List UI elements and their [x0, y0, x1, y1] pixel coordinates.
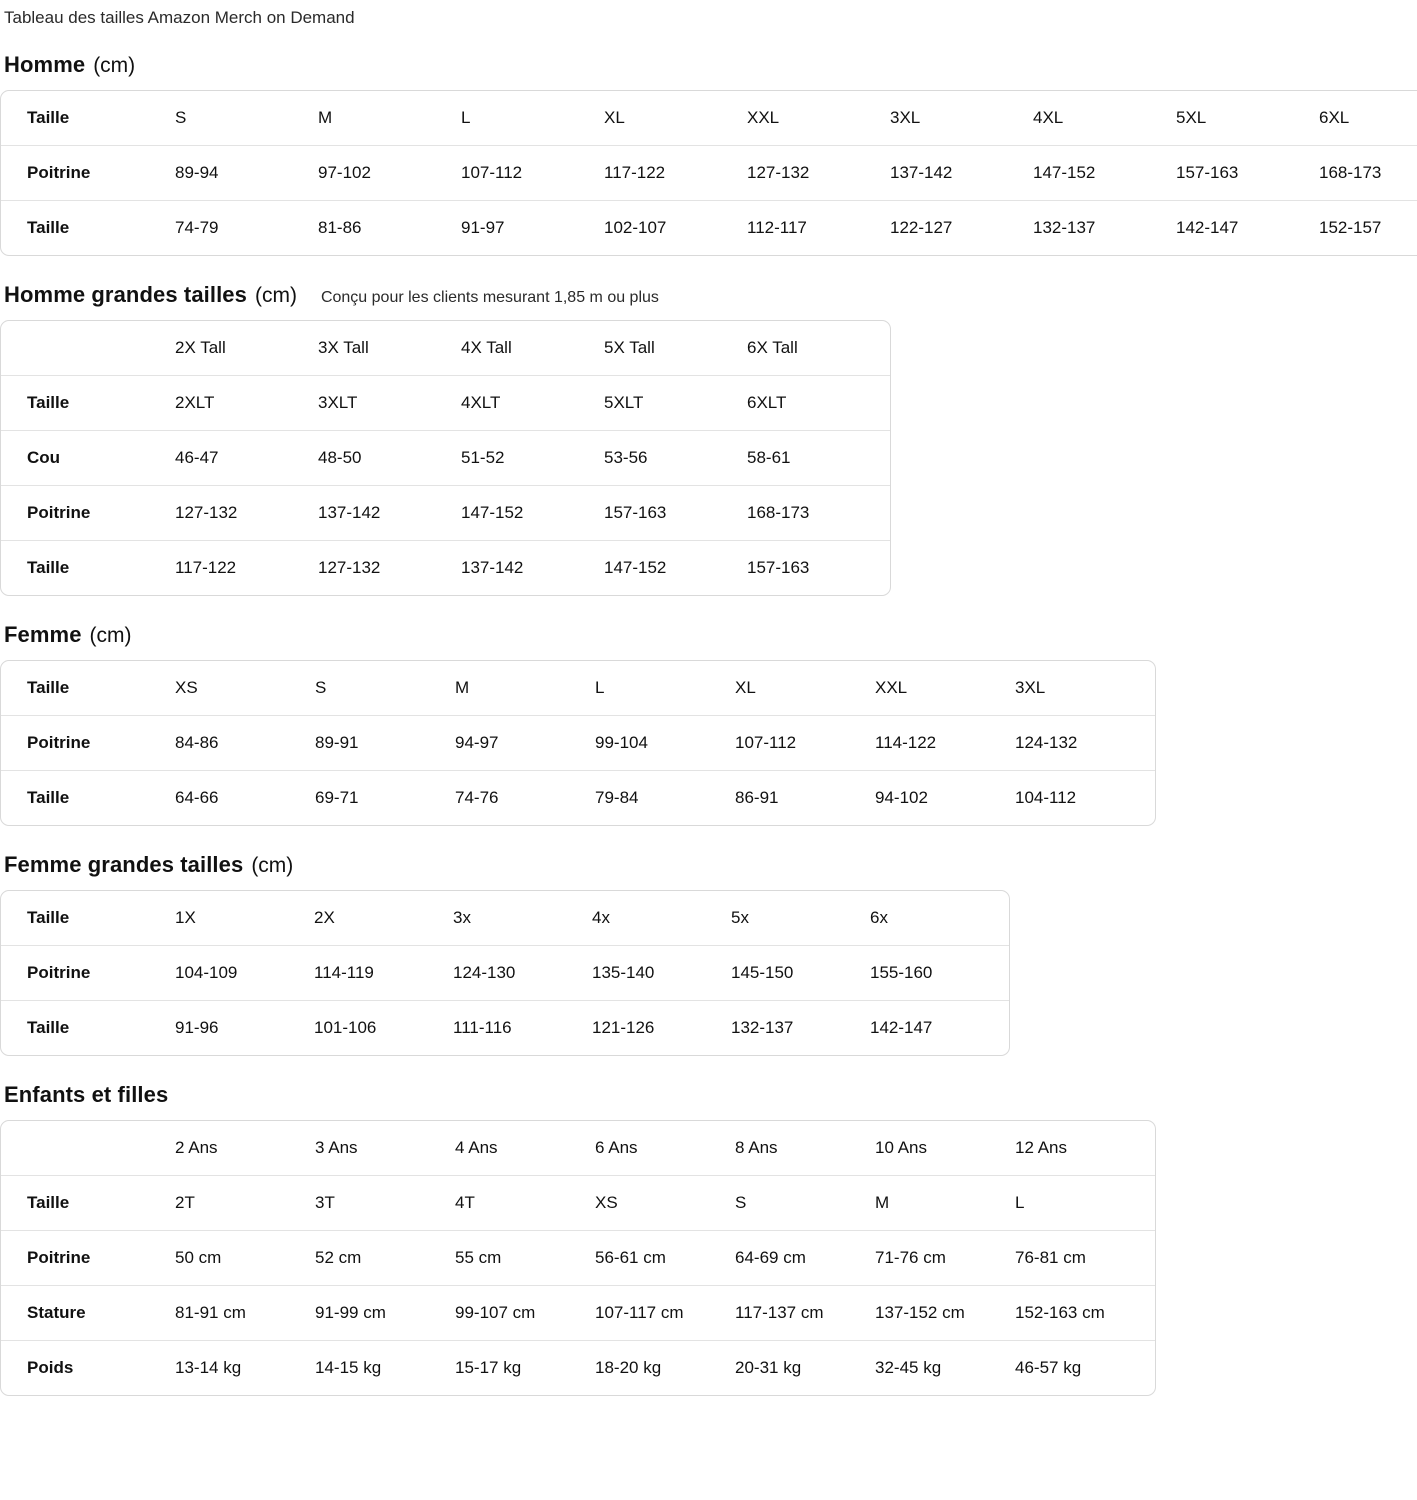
table-cell: 168-173 [1319, 146, 1417, 201]
section-header [0, 852, 1417, 878]
row-header: Poitrine [1, 146, 175, 201]
table-cell: 147-152 [604, 557, 667, 577]
table-row [1, 661, 1155, 716]
table-cell: 111-116 [453, 1017, 512, 1037]
table-cell: 81-86 [318, 217, 362, 237]
table-cell: 152-163 cm [1015, 1286, 1155, 1341]
table-cell: 2XLT [175, 376, 318, 431]
table-cell: 117-122 [604, 146, 747, 201]
table-cell: 132-137 [731, 1017, 794, 1037]
table-cell: 4T [455, 1176, 595, 1231]
table-cell: 135-140 [592, 946, 731, 1001]
table-row [1, 201, 1417, 255]
table-cell: 50 cm [175, 1231, 315, 1286]
table-cell: 13-14 kg [175, 1357, 242, 1377]
section-homme [0, 52, 1417, 256]
table-cell: 14-15 kg [315, 1357, 382, 1377]
row-header: Taille [1, 1176, 175, 1231]
table-cell: 2 Ans [175, 1121, 315, 1176]
row-header: Taille [1, 661, 175, 716]
table-cell: 147-152 [1033, 146, 1176, 201]
table-cell: 107-112 [735, 716, 875, 771]
table-cell: 6 Ans [595, 1121, 735, 1176]
table-cell: 56-61 cm [595, 1231, 735, 1286]
table-cell: 64-69 cm [735, 1231, 875, 1286]
table-cell: 107-117 cm [595, 1286, 735, 1341]
section-unit: (cm) [251, 853, 294, 877]
table-cell: 64-66 [175, 787, 219, 807]
table-cell: 46-47 [175, 431, 318, 486]
table-cell: 4XLT [461, 376, 604, 431]
table-cell: 122-127 [890, 217, 953, 237]
table-cell: XL [735, 661, 875, 716]
table-cell: 18-20 kg [595, 1357, 662, 1377]
table-cell: 5XLT [604, 376, 747, 431]
row-header [1, 1121, 175, 1176]
row-header: Poitrine [1, 716, 175, 771]
table-cell: M [875, 1176, 1015, 1231]
table-cell: 81-91 cm [175, 1286, 315, 1341]
table-cell: 20-31 kg [735, 1357, 802, 1377]
table-cell: 5X Tall [604, 321, 747, 376]
table-cell: XL [604, 91, 747, 146]
table-cell: 58-61 [747, 431, 890, 486]
table-cell: 104-109 [175, 946, 314, 1001]
table-cell: 3XL [1015, 661, 1155, 716]
table-cell: 157-163 [1176, 146, 1319, 201]
table-cell: 69-71 [315, 787, 359, 807]
table-cell: 91-97 [461, 217, 505, 237]
table-cell: 147-152 [461, 486, 604, 541]
row-header [1, 321, 175, 376]
table-cell: 86-91 [735, 787, 779, 807]
section-homme-grandes-tailles [0, 282, 1417, 596]
section-unit: (cm) [254, 283, 297, 307]
table-cell: 155-160 [870, 946, 1009, 1001]
table-cell: 121-126 [592, 1017, 655, 1037]
table-cell: 168-173 [747, 486, 890, 541]
row-header: Taille [1, 91, 175, 146]
table-cell: 6x [870, 891, 1009, 946]
section-title: Homme [4, 51, 86, 77]
row-header: Taille [1, 891, 175, 946]
table-cell: 6XLT [747, 376, 890, 431]
table-cell: 127-132 [175, 486, 318, 541]
table-cell: 102-107 [604, 217, 667, 237]
table-cell: 5XL [1176, 91, 1319, 146]
table-cell: 3x [453, 891, 592, 946]
table-row [1, 1176, 1155, 1231]
table-cell: 112-117 [747, 217, 807, 237]
section-header [0, 1082, 1417, 1108]
table-row [1, 946, 1009, 1001]
table-cell: 127-132 [318, 557, 381, 577]
table-cell: 4X Tall [461, 321, 604, 376]
size-table-enfants-et-filles [0, 1120, 1156, 1396]
size-table-femme-grandes-tailles [0, 890, 1010, 1056]
page-title: Tableau des tailles Amazon Merch on Demand [4, 8, 355, 27]
table-row [1, 771, 1155, 825]
table-cell: 8 Ans [735, 1121, 875, 1176]
table-cell: 6X Tall [747, 321, 890, 376]
row-header: Taille [27, 557, 70, 577]
table-cell: 46-57 kg [1015, 1357, 1082, 1377]
row-header: Cou [1, 431, 175, 486]
table-cell: 12 Ans [1015, 1121, 1155, 1176]
table-cell: 1X [175, 891, 314, 946]
table-cell: 99-104 [595, 716, 735, 771]
row-header: Taille [1, 376, 175, 431]
table-cell: 5x [731, 891, 870, 946]
table-cell: 74-79 [175, 217, 219, 237]
table-cell: 127-132 [747, 146, 890, 201]
row-header: Poitrine [1, 1231, 175, 1286]
table-cell: 4x [592, 891, 731, 946]
table-cell: 137-142 [461, 557, 524, 577]
table-cell: 114-122 [875, 716, 1015, 771]
table-cell: 124-132 [1015, 716, 1155, 771]
table-cell: XS [175, 661, 315, 716]
table-cell: 142-147 [1176, 217, 1239, 237]
table-cell: L [1015, 1176, 1155, 1231]
section-title: Homme grandes tailles [4, 281, 247, 307]
section-unit: (cm) [89, 623, 132, 647]
table-cell: 117-122 [175, 557, 237, 577]
table-row [1, 486, 890, 541]
row-header: Taille [27, 217, 70, 237]
section-unit: (cm) [93, 53, 136, 77]
table-cell: 145-150 [731, 946, 870, 1001]
table-cell: 89-91 [315, 716, 455, 771]
table-cell: 2X Tall [175, 321, 318, 376]
table-cell: 3 Ans [315, 1121, 455, 1176]
table-cell: L [595, 661, 735, 716]
table-cell: 97-102 [318, 146, 461, 201]
row-header: Taille [27, 787, 70, 807]
table-cell: 3X Tall [318, 321, 461, 376]
table-cell: 137-142 [890, 146, 1033, 201]
table-cell: 2T [175, 1176, 315, 1231]
table-cell: 84-86 [175, 716, 315, 771]
table-cell: 48-50 [318, 431, 461, 486]
table-cell: S [735, 1176, 875, 1231]
table-row [1, 541, 890, 595]
table-cell: 52 cm [315, 1231, 455, 1286]
table-cell: 101-106 [314, 1017, 377, 1037]
table-row [1, 91, 1417, 146]
table-cell: 6XL [1319, 91, 1417, 146]
table-cell: 76-81 cm [1015, 1231, 1155, 1286]
table-cell: 114-119 [314, 946, 453, 1001]
table-cell: S [175, 91, 318, 146]
section-note: Conçu pour les clients mesurant 1,85 m ou plus [320, 288, 659, 306]
table-cell: 55 cm [455, 1231, 595, 1286]
row-header: Poitrine [1, 946, 175, 1001]
table-cell: 132-137 [1033, 217, 1096, 237]
table-row [1, 1001, 1009, 1055]
table-cell: 53-56 [604, 431, 747, 486]
table-cell: 4XL [1033, 91, 1176, 146]
section-femme [0, 622, 1417, 826]
table-cell: M [318, 91, 461, 146]
table-cell: 4 Ans [455, 1121, 595, 1176]
section-header [0, 282, 1417, 308]
table-cell: 94-97 [455, 716, 595, 771]
table-cell: XXL [747, 91, 890, 146]
row-header: Stature [1, 1286, 175, 1341]
table-cell: 104-112 [1015, 787, 1077, 807]
table-cell: 91-99 cm [315, 1286, 455, 1341]
section-header [0, 52, 1417, 78]
table-row [1, 1231, 1155, 1286]
table-row [1, 1121, 1155, 1176]
table-cell: 3T [315, 1176, 455, 1231]
table-cell: 137-152 cm [875, 1286, 1015, 1341]
table-cell: M [455, 661, 595, 716]
table-row [1, 891, 1009, 946]
table-row [1, 376, 890, 431]
table-row [1, 146, 1417, 201]
table-cell: 117-137 cm [735, 1286, 875, 1341]
section-title: Enfants et filles [4, 1081, 169, 1107]
section-title: Femme [4, 621, 82, 647]
table-cell: 15-17 kg [455, 1357, 522, 1377]
table-row [1, 1286, 1155, 1341]
section-enfants-et-filles [0, 1082, 1417, 1396]
table-cell: 137-142 [318, 486, 461, 541]
table-cell: 142-147 [870, 1017, 933, 1037]
table-cell: 157-163 [604, 486, 747, 541]
table-cell: 32-45 kg [875, 1357, 942, 1377]
size-table-homme-grandes-tailles [0, 320, 891, 596]
row-header: Poitrine [1, 486, 175, 541]
table-cell: 10 Ans [875, 1121, 1015, 1176]
table-cell: XXL [875, 661, 1015, 716]
table-cell: 91-96 [175, 1017, 219, 1037]
table-row [1, 1341, 1155, 1395]
section-femme-grandes-tailles [0, 852, 1417, 1056]
table-row [1, 321, 890, 376]
table-row [1, 716, 1155, 771]
table-cell: S [315, 661, 455, 716]
table-cell: 71-76 cm [875, 1231, 1015, 1286]
table-cell: 152-157 [1319, 217, 1382, 237]
row-header: Taille [27, 1017, 70, 1037]
table-cell: 94-102 [875, 787, 928, 807]
section-header [0, 622, 1417, 648]
table-cell: 3XL [890, 91, 1033, 146]
table-cell: 107-112 [461, 146, 604, 201]
section-title: Femme grandes tailles [4, 851, 244, 877]
size-table-femme [0, 660, 1156, 826]
table-cell: 74-76 [455, 787, 499, 807]
table-cell: 89-94 [175, 146, 318, 201]
table-cell: 157-163 [747, 557, 810, 577]
table-cell: 99-107 cm [455, 1286, 595, 1341]
table-cell: 124-130 [453, 946, 592, 1001]
table-cell: 3XLT [318, 376, 461, 431]
table-cell: L [461, 91, 604, 146]
table-cell: 2X [314, 891, 453, 946]
table-cell: 51-52 [461, 431, 604, 486]
sections-container [0, 52, 1417, 1396]
table-row [1, 431, 890, 486]
table-cell: XS [595, 1176, 735, 1231]
table-cell: 79-84 [595, 787, 639, 807]
size-table-homme [0, 90, 1417, 256]
row-header: Poids [27, 1357, 74, 1377]
